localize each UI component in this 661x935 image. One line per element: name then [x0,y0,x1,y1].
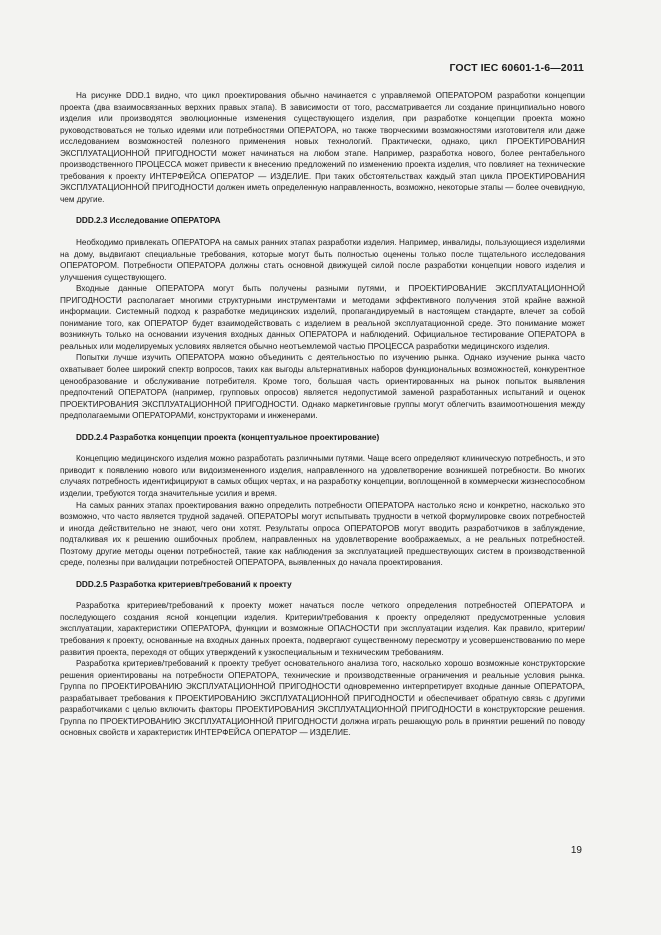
intro-paragraph: На рисунке DDD.1 видно, что цикл проектирования обычно начинается с управляемой ОПЕРАТОРОМ разработки концепции проекта (два взаимосвязанных верхних правых этапа). В зависимости от того, рассматривается ли создание принципиально нового изделия или производятся эволюционные изменения существующего изделия, при разработке концепции проекта можно руководствоваться не только идеями или потребностями ОПЕРАТОРА, но также творческими возможностями изготовителя или даже исследованием возможностей полезного применения новых технологий. Практически, однако, цикл ПРОЕКТИРОВАНИЯ ЭКСПЛУАТАЦИОННОЙ ПРИГОДНОСТИ может начинаться на любом этапе. Например, разработка нового, более рентабельного производственного ПРОЦЕССА может привести к внесению предложений по изменению проекта изделия, что повлияет на технические требования к проекту ИНТЕРФЕЙСА ОПЕРАТОР — ИЗДЕЛИЕ. При таких обстоятельствах каждый этап цикла ПРОЕКТИРОВАНИЯ ЭКСПЛУАТАЦИОННОЙ ПРИГОДНОСТИ должен иметь определенную направленность, возможно, некоторые этапы — более очевидную, чем другие. [60,91,585,204]
document-header: ГОСТ IEC 60601-1-6—2011 [449,62,584,74]
body-paragraph: Попытки лучше изучить ОПЕРАТОРА можно объединить с деятельностью по изучению рынка. Однако изучение рынка часто охватывает более широкий спектр вопросов, таких как выгоды альтернативных наборов функциональных возможностей, конкурентное ценообразование и обслуживание потребителя. Кроме того, большая часть ориентированных на рынок попыток выявления предпочтений ОПЕРАТОРА (например, групповых опросов) является недопустимой заменой разработанных испытаний и оценок ПРОЕКТИРОВАНИЯ ЭКСПЛУАТАЦИОННОЙ ПРИГОДНОСТИ. Однако маркетинговые группы могут облегчить взаимоотношения между предполагаемыми ОПЕРАТОРАМИ, конструкторами и инженерами. [60,353,585,421]
body-paragraph: Входные данные ОПЕРАТОРА могут быть получены разными путями, и ПРОЕКТИРОВАНИЕ ЭКСПЛУАТАЦИОННОЙ ПРИГОДНОСТИ располагает многими структурными инструментами и методами эффективного получения этой крайне важной информации. Системный подход к разработке медицинских изделий, пропагандируемый в настоящем стандарте, влечет за собой понимание того, как ОПЕРАТОР будет взаимодействовать с изделием в реальной эксплуатационной среде. Это понимание может возникнуть только на основании изучения входных данных ОПЕРАТОРА и наблюдений. Официальное тестирование ОПЕРАТОРА в реальных или моделируемых условиях является обычно неотъемлемой частью ПРОЦЕССА разработки медицинского изделия. [60,284,585,351]
page-number: 19 [570,845,582,856]
body-paragraph: Концепцию медицинского изделия можно разработать различными путями. Чаще всего определяют клиническую потребность, и это приводит к появлению нового или видоизмененного изделия, направленного на удовлетворение возникшей потребности. Во многих случаях потребность идентифицируют в самых общих чертах, и на разработку концепции, воплощенной в коммерчески жизнеспособном изделии, требуются тогда значительные усилия и время. [60,454,585,498]
body-paragraph: Разработка критериев/требований к проекту может начаться после четкого определения потребностей ОПЕРАТОРА и последующего создания ясной концепции изделия. Критерии/требования к проекту определяют предусмотренные условия эксплуатации, характеристики ОПЕРАТОРА, функции и возможные ОПАСНОСТИ при эксплуатации изделия. Как правило, критерии/требования к проекту, основанные на входных данных проекта, подвергают существенному пересмотру и усовершенствованию по мере развития проекта, переходя от общих утверждений к узкоспециальным и техническим требованиям. [60,601,585,657]
body-paragraph: Необходимо привлекать ОПЕРАТОРА на самых ранних этапах разработки изделия. Например, инвалиды, пользующиеся изделиями на дому, выдвигают специальные требования, которые могут быть полностью оценены только после тщательного исследования ОПЕРАТОРОМ. Потребности ОПЕРАТОРА должны стать основной движущей силой после разработки концепции нового изделия и улучшения существующего. [60,238,585,282]
body-paragraph: На самых ранних этапах проектирования важно определить потребности ОПЕРАТОРА настолько ясно и конкретно, насколько это возможно, что часто является трудной задачей. ОПЕРАТОРЫ могут испытывать трудности в четкой формулировке своих потребностей и иногда действительно не знают, чего они хотят. Результаты опроса ОПЕРАТОРОВ могут вводить разработчиков в заблуждение, подталкивая их к решению ошибочных проблем, направленных на удовлетворение воображаемых, а не реальных потребностей. Поэтому другие методы оценки потребностей, такие как наблюдения за эксплуатацией предшествующих систем в производственной среде, полезны при валидации потребностей ОПЕРАТОРА, выявленных до начала проектирования. [60,500,585,568]
section-heading-ddd-2-3: DDD.2.3 Исследование ОПЕРАТОРА [76,216,221,226]
document-body [60,90,585,739]
section-heading-ddd-2-4: DDD.2.4 Разработка концепции проекта (концептуальное проектирование) [76,432,380,442]
section-heading-ddd-2-5: DDD.2.5 Разработка критериев/требований к проекту [76,579,292,589]
body-paragraph: Разработка критериев/требований к проекту требует основательного анализа того, насколько хорошо возможные конструкторские решения ориентированы на потребности ОПЕРАТОРА, технические и производственные ограничения и реальные условия рынка. Группа по ПРОЕКТИРОВАНИЮ ЭКСПЛУАТАЦИОННОЙ ПРИГОДНОСТИ одновременно интерпретирует входные данные ОПЕРАТОРА, разрабатывает требования к ПРОЕКТИРОВАНИЮ ЭКСПЛУАТАЦИОННОЙ ПРИГОДНОСТИ и обеспечивает обратную связь с другими разработчиками с целью включить факторы ПРОЕКТИРОВАНИЯ ЭКСПЛУАТАЦИОННОЙ ПРИГОДНОСТИ в конструкторские решения. Группа по ПРОЕКТИРОВАНИЮ ЭКСПЛУАТАЦИОННОЙ ПРИГОДНОСТИ должна играть решающую роль в принятии решений по поводу основных свойств и характеристик ИНТЕРФЕЙСА ОПЕРАТОР — ИЗДЕЛИЕ. [60,659,585,738]
